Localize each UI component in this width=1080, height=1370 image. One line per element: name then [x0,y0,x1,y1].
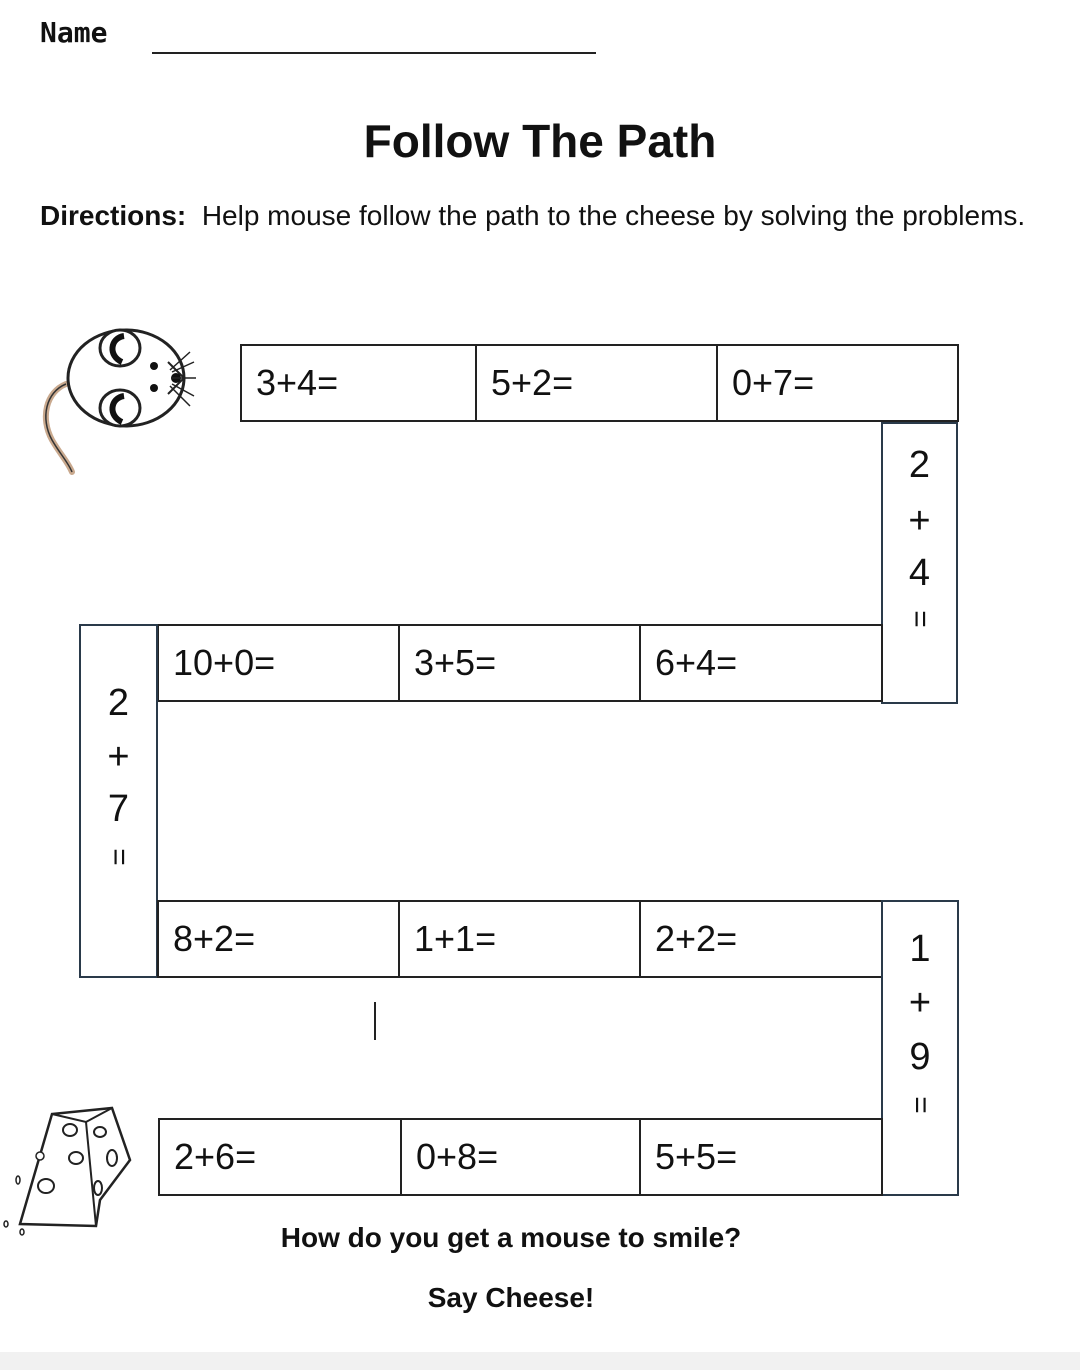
directions-text: Help mouse follow the path to the cheese by solving the problems. [201,200,1026,231]
joke-question: How do you get a mouse to smile? [280,1222,742,1253]
vertical-problem-cell[interactable]: 2 + 4 = [881,422,958,704]
directions-label: Directions: [40,200,187,231]
problem-cell[interactable]: 5+5= [639,1118,883,1196]
name-label: Name [40,16,108,49]
stray-mark [374,1002,376,1040]
problem-cell[interactable]: 8+2= [157,900,400,978]
directions [40,194,1050,238]
name-input-line[interactable] [152,52,596,54]
problem-cell[interactable]: 5+2= [475,344,718,422]
mouse-icon [38,322,198,480]
joke-answer: Say Cheese! [427,1282,595,1313]
problem-cell[interactable]: 2+6= [158,1118,402,1196]
problem-cell[interactable]: 1+1= [398,900,641,978]
cheese-icon [0,1100,140,1242]
page-title: Follow The Path [363,115,717,167]
vertical-problem-cell[interactable]: 1 + 9 = [881,900,959,1196]
problem-cell[interactable]: 2+2= [639,900,883,978]
page-bottom-edge [0,1352,1080,1370]
problem-cell[interactable]: 0+8= [400,1118,641,1196]
problem-cell[interactable]: 3+4= [240,344,477,422]
problem-cell[interactable]: 10+0= [157,624,400,702]
vertical-problem-cell[interactable]: 2 + 7 = [79,624,158,978]
problem-cell[interactable]: 6+4= [639,624,883,702]
problem-cell[interactable]: 3+5= [398,624,641,702]
problem-cell[interactable]: 0+7= [716,344,959,422]
